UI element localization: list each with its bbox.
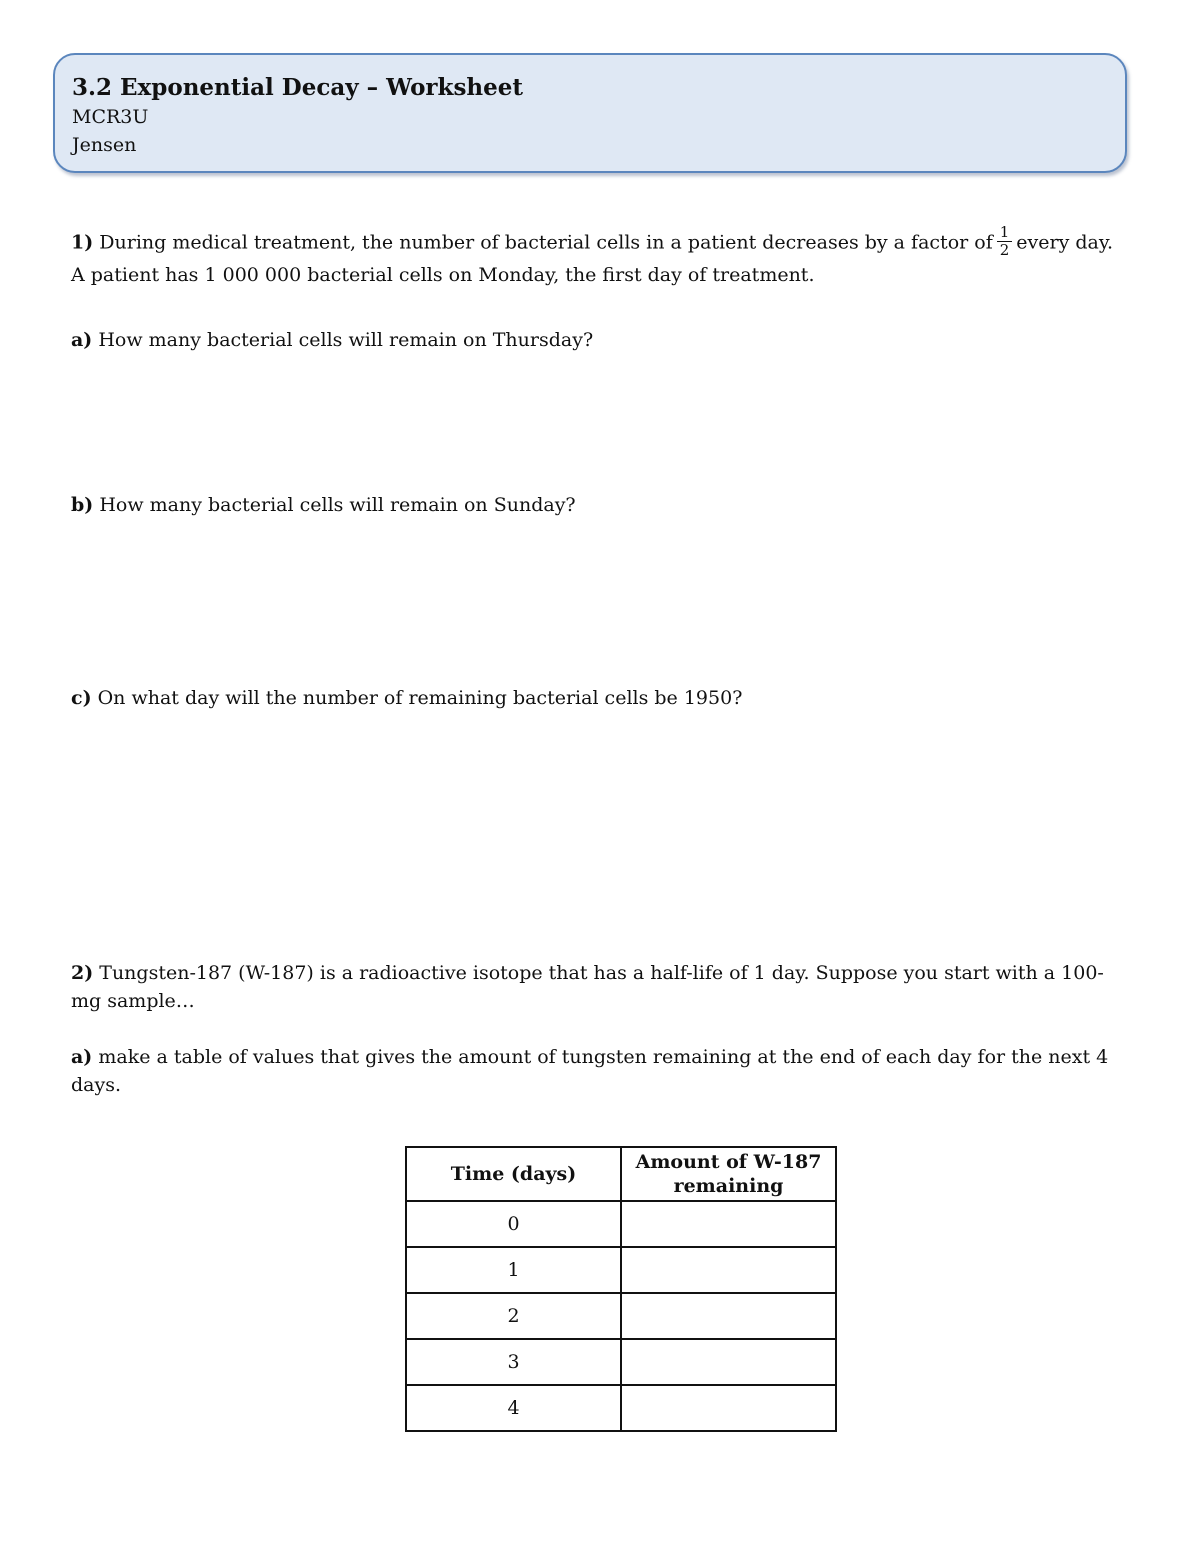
amount-cell[interactable]: [621, 1293, 836, 1339]
values-table: [405, 1146, 837, 1432]
question-1a: [71, 326, 1131, 354]
question-2-number: 2): [71, 962, 94, 984]
worksheet-title: 3.2 Exponential Decay – Worksheet: [72, 74, 524, 101]
table-row: [406, 1385, 836, 1431]
time-cell: 4: [406, 1385, 621, 1431]
amount-cell[interactable]: [621, 1201, 836, 1247]
amount-cell[interactable]: [621, 1339, 836, 1385]
question-1b-label: b): [71, 494, 94, 516]
fraction-denominator: 2: [999, 241, 1010, 259]
course-code: MCR3U: [72, 106, 149, 128]
question-2-text: Tungsten-187 (W-187) is a radioactive isotope that has a half-life of 1 day. Suppose you start with a 100-mg sample…: [71, 962, 1104, 1012]
amount-cell[interactable]: [621, 1247, 836, 1293]
question-1c-text: On what day will the number of remaining bacterial cells be 1950?: [97, 687, 743, 709]
teacher-name: Jensen: [72, 134, 137, 156]
fraction-numerator: 1: [997, 224, 1013, 242]
question-1b: [71, 491, 1131, 519]
time-cell: 2: [406, 1293, 621, 1339]
question-1a-text: How many bacterial cells will remain on Thursday?: [98, 329, 594, 351]
column-header-amount: Amount of W-187 remaining: [621, 1147, 836, 1201]
question-1-text-before: During medical treatment, the number of bacterial cells in a patient decreases by a factor of: [99, 231, 993, 254]
table-row: [406, 1201, 836, 1247]
table-row: [406, 1293, 836, 1339]
question-1a-label: a): [71, 329, 93, 351]
one-half-fraction: [997, 224, 1013, 259]
question-1: [71, 223, 1131, 289]
question-2a-text: make a table of values that gives the amount of tungsten remaining at the end of each day for the next 4 days.: [71, 1046, 1109, 1096]
question-1-number: 1): [71, 231, 94, 254]
question-2a: [71, 1043, 1131, 1099]
question-1b-text: How many bacterial cells will remain on Sunday?: [99, 494, 576, 516]
time-cell: 1: [406, 1247, 621, 1293]
question-1-text-after: every day. A patient has 1 000 000 bacterial cells on Monday, the first day of treatment.: [71, 231, 1114, 286]
question-1c-label: c): [71, 687, 92, 709]
question-2a-label: a): [71, 1046, 93, 1068]
table-row: [406, 1247, 836, 1293]
question-2: [71, 959, 1131, 1015]
table-header-row: [406, 1147, 836, 1201]
time-cell: 3: [406, 1339, 621, 1385]
time-cell: 0: [406, 1201, 621, 1247]
table-row: [406, 1339, 836, 1385]
amount-cell[interactable]: [621, 1385, 836, 1431]
question-1c: [71, 684, 1131, 712]
column-header-time: Time (days): [406, 1147, 621, 1201]
worksheet-header: [53, 53, 1127, 173]
